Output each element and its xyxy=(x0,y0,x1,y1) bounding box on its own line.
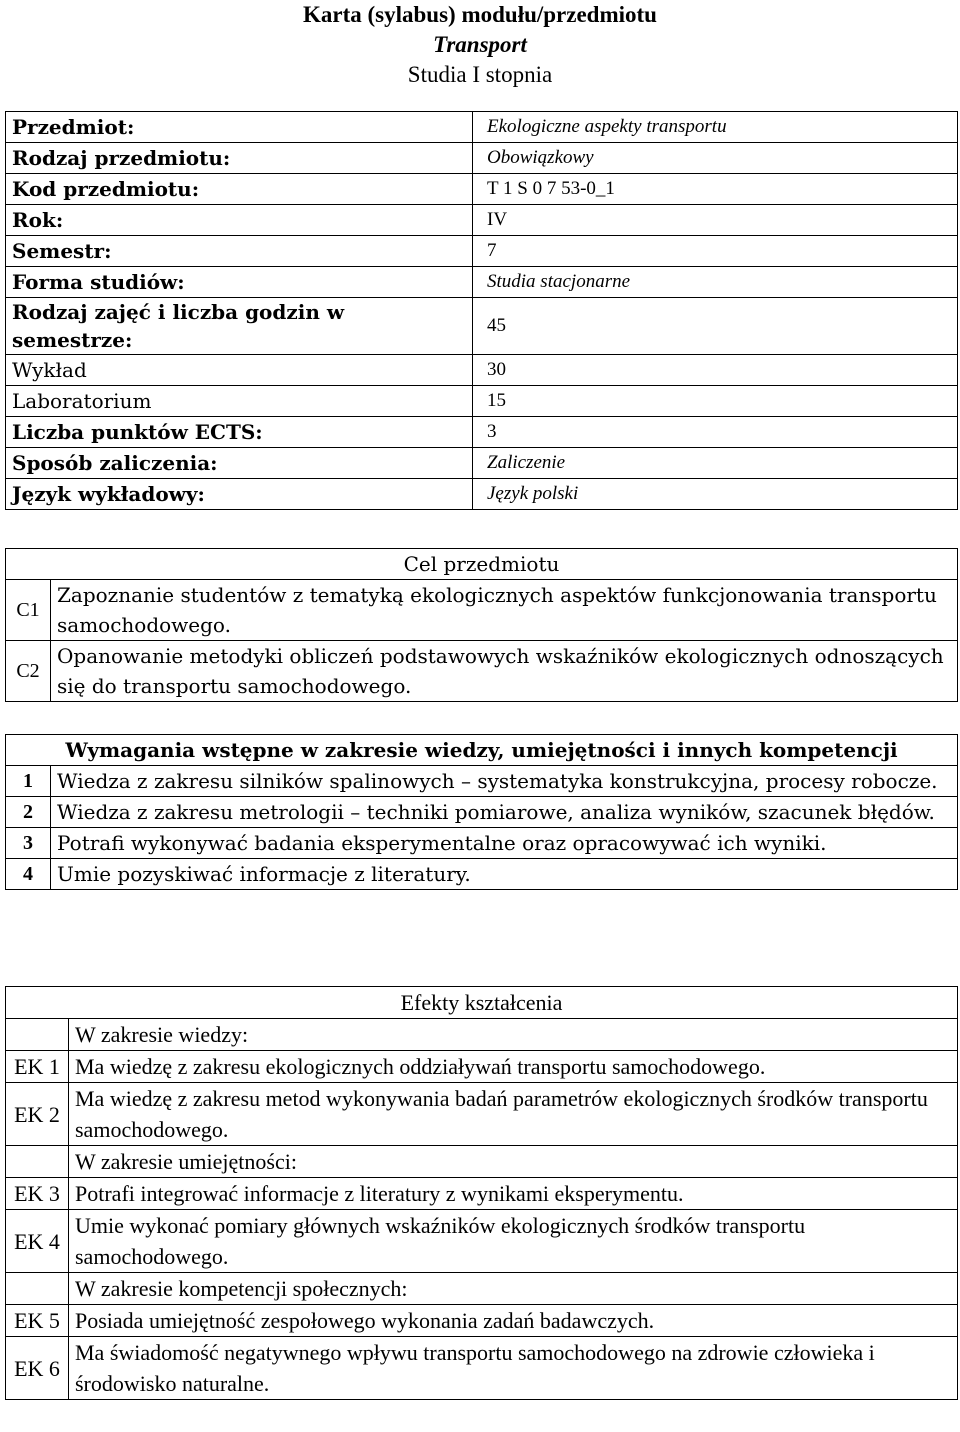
section-social-label: W zakresie kompetencji społecznych: xyxy=(69,1273,958,1305)
info-label: Liczba punktów ECTS: xyxy=(6,417,473,448)
info-row xyxy=(6,448,958,479)
prereq-heading: Wymagania wstępne w zakresie wiedzy, umiejętności i innych kompetencji xyxy=(6,735,958,766)
goal-code: C1 xyxy=(6,580,51,641)
info-label: Semestr: xyxy=(6,236,473,267)
info-label: Laboratorium xyxy=(6,386,473,417)
prereq-code: 2 xyxy=(6,797,51,828)
info-row xyxy=(6,143,958,174)
info-label: Rodzaj zajęć i liczba godzin w semestrze: xyxy=(6,298,473,355)
goals-heading: Cel przedmiotu xyxy=(6,549,958,580)
info-value: 15 xyxy=(473,386,958,417)
info-row xyxy=(6,355,958,386)
prereq-text: Umie pozyskiwać informacje z literatury. xyxy=(51,859,958,890)
effect-code: EK 2 xyxy=(6,1083,69,1146)
prereq-code: 3 xyxy=(6,828,51,859)
prereq-text: Wiedza z zakresu metrologii – techniki pomiarowe, analiza wyników, szacunek błędów. xyxy=(51,797,958,828)
document-header xyxy=(0,0,960,90)
effects-section-row xyxy=(6,1146,958,1178)
effect-text: Potrafi integrować informacje z literatury z wynikami eksperymentu. xyxy=(69,1178,958,1210)
effect-code: EK 3 xyxy=(6,1178,69,1210)
goal-row xyxy=(6,580,958,641)
info-value: Ekologiczne aspekty transportu xyxy=(473,112,958,143)
goal-row xyxy=(6,641,958,702)
info-value: Język polski xyxy=(473,479,958,510)
info-row xyxy=(6,417,958,448)
info-value: T 1 S 0 7 53-0_1 xyxy=(473,174,958,205)
info-value: Studia stacjonarne xyxy=(473,267,958,298)
section-skills-label: W zakresie umiejętności: xyxy=(69,1146,958,1178)
info-row xyxy=(6,205,958,236)
effect-code: EK 1 xyxy=(6,1051,69,1083)
effects-heading-row xyxy=(6,987,958,1019)
info-label: Kod przedmiotu: xyxy=(6,174,473,205)
prereq-text: Wiedza z zakresu silników spalinowych – systematyka konstrukcyjna, procesy robocze. xyxy=(51,766,958,797)
empty-cell xyxy=(6,1146,69,1178)
info-value: IV xyxy=(473,205,958,236)
info-label: Język wykładowy: xyxy=(6,479,473,510)
effect-row xyxy=(6,1178,958,1210)
info-row xyxy=(6,174,958,205)
goal-text: Zapoznanie studentów z tematyką ekologicznych aspektów funkcjonowania transportu samochodowego. xyxy=(51,580,958,641)
empty-cell xyxy=(6,1273,69,1305)
effect-row xyxy=(6,1305,958,1337)
info-value: 3 xyxy=(473,417,958,448)
info-value: Obowiązkowy xyxy=(473,143,958,174)
section-knowledge-label: W zakresie wiedzy: xyxy=(69,1019,958,1051)
prereq-row xyxy=(6,766,958,797)
effect-code: EK 6 xyxy=(6,1337,69,1400)
prereq-heading-row xyxy=(6,735,958,766)
goals-heading-row xyxy=(6,549,958,580)
info-label: Wykład xyxy=(6,355,473,386)
info-row xyxy=(6,236,958,267)
document-title: Karta (sylabus) modułu/przedmiotu xyxy=(303,2,657,27)
learning-outcomes-table xyxy=(5,986,958,1400)
effect-row xyxy=(6,1051,958,1083)
study-level: Studia I stopnia xyxy=(407,62,553,87)
prerequisites-table xyxy=(5,734,958,890)
info-value: 7 xyxy=(473,236,958,267)
info-row xyxy=(6,479,958,510)
info-label: Przedmiot: xyxy=(6,112,473,143)
info-label: Forma studiów: xyxy=(6,267,473,298)
info-label: Rok: xyxy=(6,205,473,236)
effect-text: Ma świadomość negatywnego wpływu transportu samochodowego na zdrowie człowieka i środowisko naturalne. xyxy=(69,1337,958,1400)
goal-code: C2 xyxy=(6,641,51,702)
goal-text: Opanowanie metodyki obliczeń podstawowych wskaźników ekologicznych odnoszących się do transportu samochodowego. xyxy=(51,641,958,702)
effect-text: Umie wykonać pomiary głównych wskaźników ekologicznych środków transportu samochodowego. xyxy=(69,1210,958,1273)
course-info-table xyxy=(5,111,958,510)
effects-section-row xyxy=(6,1019,958,1051)
field-of-study: Transport xyxy=(433,32,527,57)
effects-section-row xyxy=(6,1273,958,1305)
info-row xyxy=(6,112,958,143)
info-label: Rodzaj przedmiotu: xyxy=(6,143,473,174)
empty-cell xyxy=(6,1019,69,1051)
info-label: Sposób zaliczenia: xyxy=(6,448,473,479)
prereq-text: Potrafi wykonywać badania eksperymentalne oraz opracowywać ich wyniki. xyxy=(51,828,958,859)
info-value: 30 xyxy=(473,355,958,386)
info-value: Zaliczenie xyxy=(473,448,958,479)
effects-heading: Efekty kształcenia xyxy=(6,987,958,1019)
prereq-code: 1 xyxy=(6,766,51,797)
info-row xyxy=(6,267,958,298)
prereq-row xyxy=(6,797,958,828)
prereq-code: 4 xyxy=(6,859,51,890)
prereq-row xyxy=(6,859,958,890)
effect-row xyxy=(6,1210,958,1273)
effect-code: EK 5 xyxy=(6,1305,69,1337)
effect-text: Ma wiedzę z zakresu metod wykonywania badań parametrów ekologicznych środków transportu samochodowego. xyxy=(69,1083,958,1146)
effect-code: EK 4 xyxy=(6,1210,69,1273)
course-goals-table xyxy=(5,548,958,702)
info-value: 45 xyxy=(473,298,958,355)
info-row xyxy=(6,386,958,417)
effect-row xyxy=(6,1337,958,1400)
prereq-row xyxy=(6,828,958,859)
effect-text: Posiada umiejętność zespołowego wykonania zadań badawczych. xyxy=(69,1305,958,1337)
effect-row xyxy=(6,1083,958,1146)
effect-text: Ma wiedzę z zakresu ekologicznych oddziaływań transportu samochodowego. xyxy=(69,1051,958,1083)
info-row xyxy=(6,298,958,355)
